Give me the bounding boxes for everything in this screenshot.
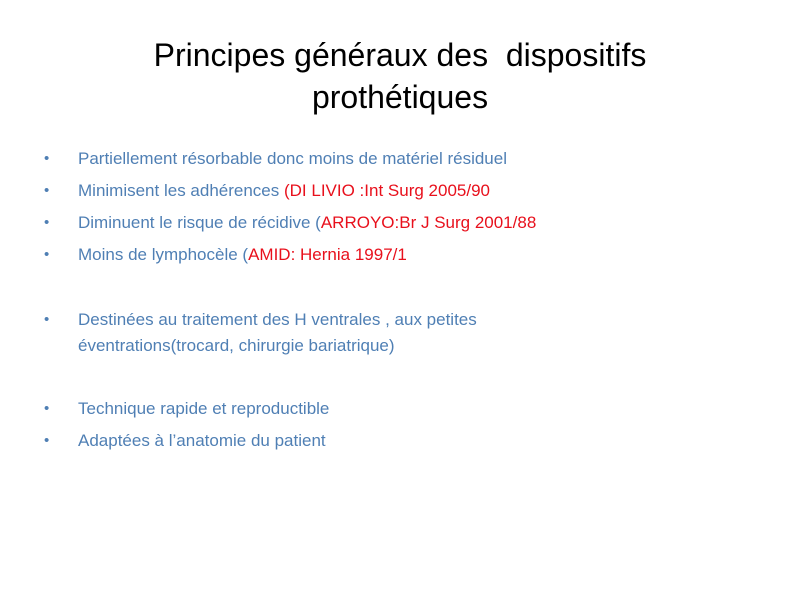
- bullet-text-main: Moins de lymphocèle (: [78, 245, 249, 264]
- slide-title-line-1: Principes généraux des dispositifs: [153, 37, 647, 73]
- bullet-text-main: Technique rapide et reproductible: [78, 399, 330, 418]
- bullet-reference: (DI LIVIO :Int Surg 2005/90: [283, 181, 490, 200]
- bullet-dot-icon: •: [44, 150, 50, 167]
- bullet-reference: ARROYO:Br J Surg 2001/88: [320, 213, 537, 232]
- bullet-dot-icon: •: [44, 432, 50, 449]
- bullet-text-line-1: Destinées au traitement des H ventrales , aux petites: [78, 310, 477, 329]
- bullet-text: [78, 146, 758, 172]
- bullet-text-main: Minimisent les adhérences: [78, 181, 284, 200]
- bullet-text: [78, 307, 758, 359]
- bullet-text-main: Diminuent le risque de récidive (: [78, 213, 321, 232]
- bullet-dot-icon: •: [44, 400, 50, 417]
- bullet-text: [78, 210, 758, 236]
- bullet-text: [78, 178, 758, 204]
- bullet-dot-icon: •: [44, 246, 50, 263]
- bullet-dot-icon: •: [44, 311, 50, 328]
- bullet-text: [78, 242, 758, 268]
- slide-title-line-2: prothétiques: [311, 79, 489, 115]
- bullet-text-line-2: éventrations(trocard, chirurgie bariatrique): [78, 336, 395, 355]
- bullet-text: [78, 396, 758, 422]
- bullet-dot-icon: •: [44, 214, 50, 231]
- bullet-dot-icon: •: [44, 182, 50, 199]
- bullet-reference: AMID: Hernia 1997/1: [248, 245, 407, 264]
- bullet-text-main: Partiellement résorbable donc moins de matériel résiduel: [78, 149, 507, 168]
- bullet-text-main: Adaptées à l’anatomie du patient: [78, 431, 326, 450]
- bullet-text: [78, 428, 758, 454]
